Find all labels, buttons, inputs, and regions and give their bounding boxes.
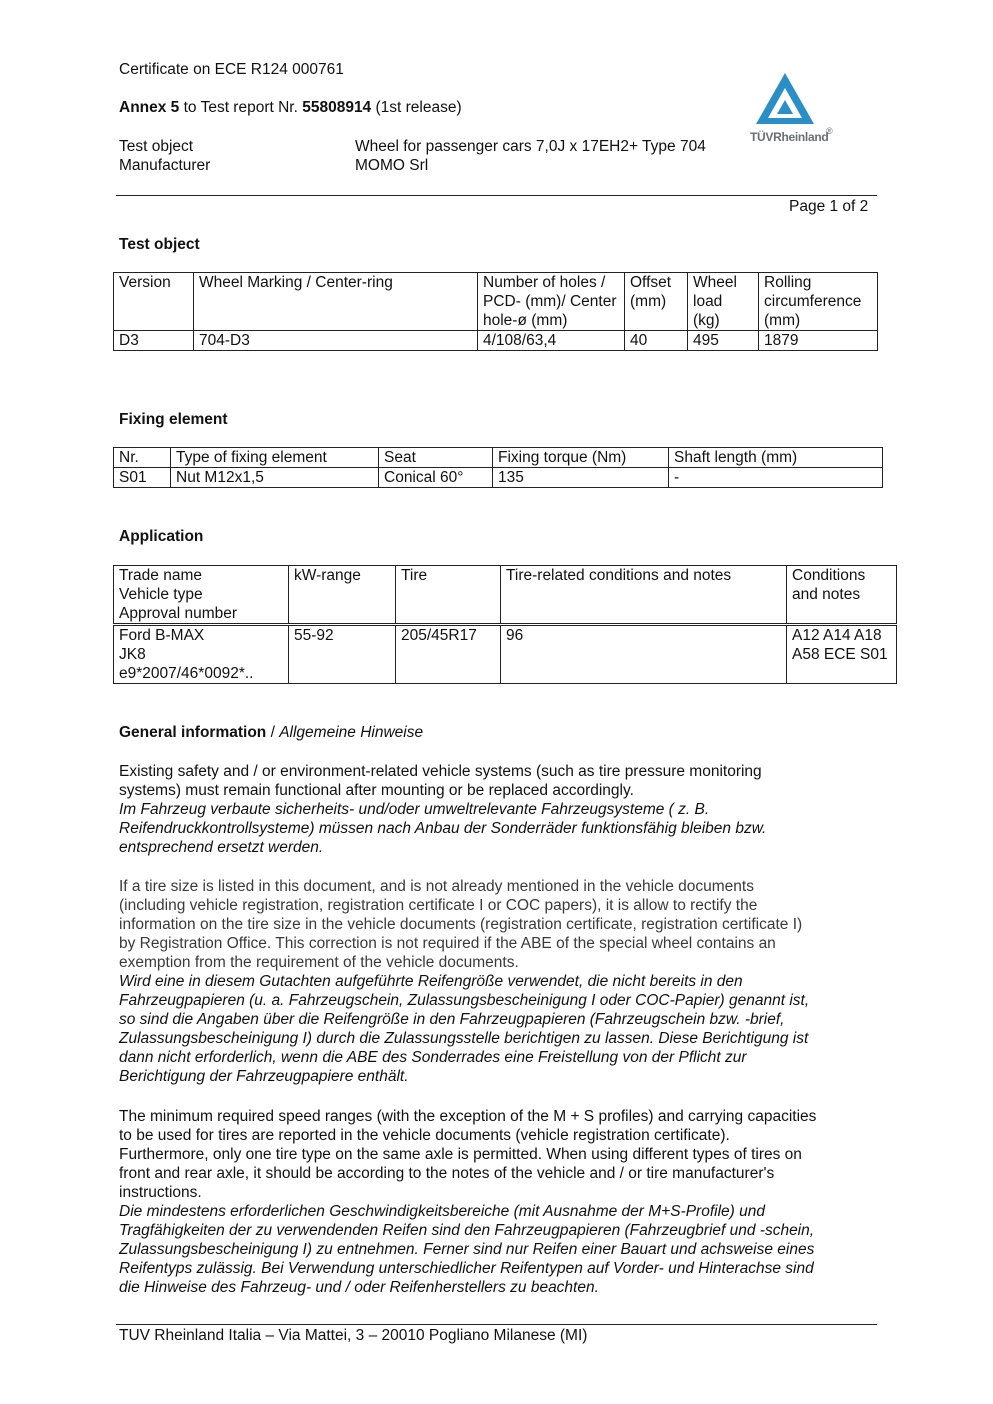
table-cell: 4/108/63,4 [478,331,625,351]
text-line: to be used for tires are reported in the vehicle documents (vehicle registration certificate). [119,1127,730,1144]
test-object-label: Test object [119,138,194,155]
table-cell: 205/45R17 [396,625,501,684]
text-line: Im Fahrzeug verbaute sicherheits- und/oder umweltrelevante Fahrzeugsysteme ( z. B. [119,801,710,818]
table-row [114,625,897,684]
header-cell: Tire-related conditions and notes [501,566,787,625]
text-line: Die mindestens erforderlichen Geschwindigkeitsbereiche (mit Ausnahme der M+S-Profile) und [119,1203,765,1220]
table-cell: 96 [501,625,787,684]
test-object-table [113,272,878,351]
page-info: Page 1 of 2 [789,198,869,215]
header-cell: Rolling circumference (mm) [759,273,878,331]
header-cell [787,566,897,625]
paragraph-2 [119,877,879,1086]
text-line: Zulassungsbescheinigung I) zu entnehmen. Ferner sind nur Reifen einer Bauart und achsweise eines [119,1241,815,1258]
header-vehicle-type: Vehicle type [119,586,203,603]
header-cell: Offset (mm) [625,273,688,331]
test-object-value: Wheel for passenger cars 7,0J x 17EH2+ Type 704 [355,138,706,155]
header-cell: Wheel Marking / Center-ring [194,273,478,331]
text-line: dann nicht erforderlich, wenn die ABE des Sonderrades eine Freistellung von der Pflicht zur [119,1049,747,1066]
table-cell: 135 [493,468,669,488]
table-cell: 495 [688,331,759,351]
table-cell [787,625,897,684]
text-line: die Hinweise des Fahrzeug- und / oder Reifenherstellers zu beachten. [119,1279,599,1296]
header-conditions-line2: and notes [792,586,861,603]
certificate-title: Certificate on ECE R124 000761 [119,61,344,78]
header-cell: Number of holes / PCD- (mm)/ Center hole-ø (mm) [478,273,625,331]
manufacturer-value: MOMO Srl [355,157,429,174]
table-row [114,468,883,488]
text-line: front and rear axle, it should be according to the notes of the vehicle and / or tire manufacturer's [119,1165,775,1182]
annex-line [119,98,462,117]
header-cell: Fixing torque (Nm) [493,448,669,468]
annex-label: Annex 5 [119,99,180,116]
text-line: by Registration Office. This correction is not required if the ABE of the special wheel contains an [119,935,776,952]
approval-number: e9*2007/46*0092*.. [119,665,254,682]
header-cell: kW-range [289,566,396,625]
header-cell: Tire [396,566,501,625]
text-line: exemption from the requirement of the vehicle documents. [119,954,519,971]
trade-name: Ford B-MAX [119,627,205,644]
text-line: Zulassungsbescheinigung I) durch die Zulassungsstelle berichtigen zu lassen. Diese Berichtigung ist [119,1030,809,1047]
annex-middle-text: to Test report Nr. [179,99,303,116]
paragraph-3 [119,1107,879,1297]
header-divider [116,195,877,196]
header-cell: Version [114,273,194,331]
conditions-line2: A58 ECE S01 [792,646,888,663]
table-header-row [114,273,878,331]
general-info-title [119,723,423,742]
header-conditions-line1: Conditions [792,567,866,584]
text-line: Tragfähigkeiten der zu verwendenden Reifen sind den Fahrzeugpapieren (Fahrzeugbrief und -schein, [119,1222,815,1239]
table-cell [114,625,289,684]
header-cell: Wheel load (kg) [688,273,759,331]
header-approval-number: Approval number [119,605,238,622]
table-cell: 1879 [759,331,878,351]
general-title-separator: / [266,724,280,741]
text-line: Furthermore, only one tire type on the same axle is permitted. When using different types of tires on [119,1146,802,1163]
text-line: so sind die Angaben über die Reifengröße in den Fahrzeugpapieren (Fahrzeugschein bzw. -brief, [119,1011,785,1028]
table-cell: D3 [114,331,194,351]
table-header-row [114,448,883,468]
text-line: information on the tire size in the vehicle documents (registration certificate, registration certificate I) [119,916,803,933]
table-cell: 40 [625,331,688,351]
table-cell: 704-D3 [194,331,478,351]
tuv-rheinland-logo [748,70,844,156]
vehicle-type: JK8 [119,646,146,663]
table-cell: 55-92 [289,625,396,684]
text-line: Fahrzeugpapieren (u. a. Fahrzeugschein, Zulassungsbescheinigung I oder COC-Papier) genannt ist, [119,992,810,1009]
text-line: Reifentyps zulässig. Bei Verwendung unterschiedlicher Reifentypen auf Vorder- und Hinterachse sind [119,1260,814,1277]
text-line: (including vehicle registration, registration certificate I or COC papers), it is allow to rectify the [119,897,758,914]
header-cell: Shaft length (mm) [669,448,883,468]
fixing-section-title: Fixing element [119,411,228,428]
conditions-line1: A12 A14 A18 [792,627,882,644]
text-line: Berichtigung der Fahrzeugpapiere enthält. [119,1068,409,1085]
general-title-de: Allgemeine Hinweise [279,724,424,741]
text-line: Existing safety and / or environment-related vehicle systems (such as tire pressure monitoring [119,763,762,780]
header-trade-name: Trade name [119,567,202,584]
header-cell: Type of fixing element [171,448,379,468]
application-table [113,565,897,684]
table-cell: - [669,468,883,488]
text-line: If a tire size is listed in this document, and is not already mentioned in the vehicle documents [119,878,754,895]
header-cell: Nr. [114,448,171,468]
table-cell: S01 [114,468,171,488]
header-cell [114,566,289,625]
manufacturer-label: Manufacturer [119,157,211,174]
general-title-en: General information [119,724,267,741]
table-cell: Conical 60° [379,468,493,488]
table-header-row [114,566,897,625]
logo-text: TÜVRheinland [750,130,829,144]
footer-address: TUV Rheinland Italia – Via Mattei, 3 – 20010 Pogliano Milanese (MI) [119,1327,588,1344]
table-cell: Nut M12x1,5 [171,468,379,488]
header-cell: Seat [379,448,493,468]
logo-registered-mark: ® [826,126,833,136]
text-line: Reifendruckkontrollsysteme) müssen nach Anbau der Sonderräder funktionsfähig bleiben bzw. [119,820,767,837]
table-row [114,331,878,351]
paragraph-1 [119,762,879,857]
footer-divider [116,1324,877,1325]
test-object-section-title: Test object [119,236,200,253]
application-section-title: Application [119,528,204,545]
text-line: systems) must remain functional after mounting or be replaced accordingly. [119,782,634,799]
fixing-table [113,447,883,488]
text-line: entsprechend ersetzt werden. [119,839,324,856]
release-text: (1st release) [371,99,462,116]
text-line: The minimum required speed ranges (with the exception of the M + S profiles) and carrying capacities [119,1108,817,1125]
text-line: instructions. [119,1184,202,1201]
report-number: 55808914 [302,99,372,116]
text-line: Wird eine in diesem Gutachten aufgeführte Reifengröße verwendet, die nicht bereits in den [119,973,743,990]
